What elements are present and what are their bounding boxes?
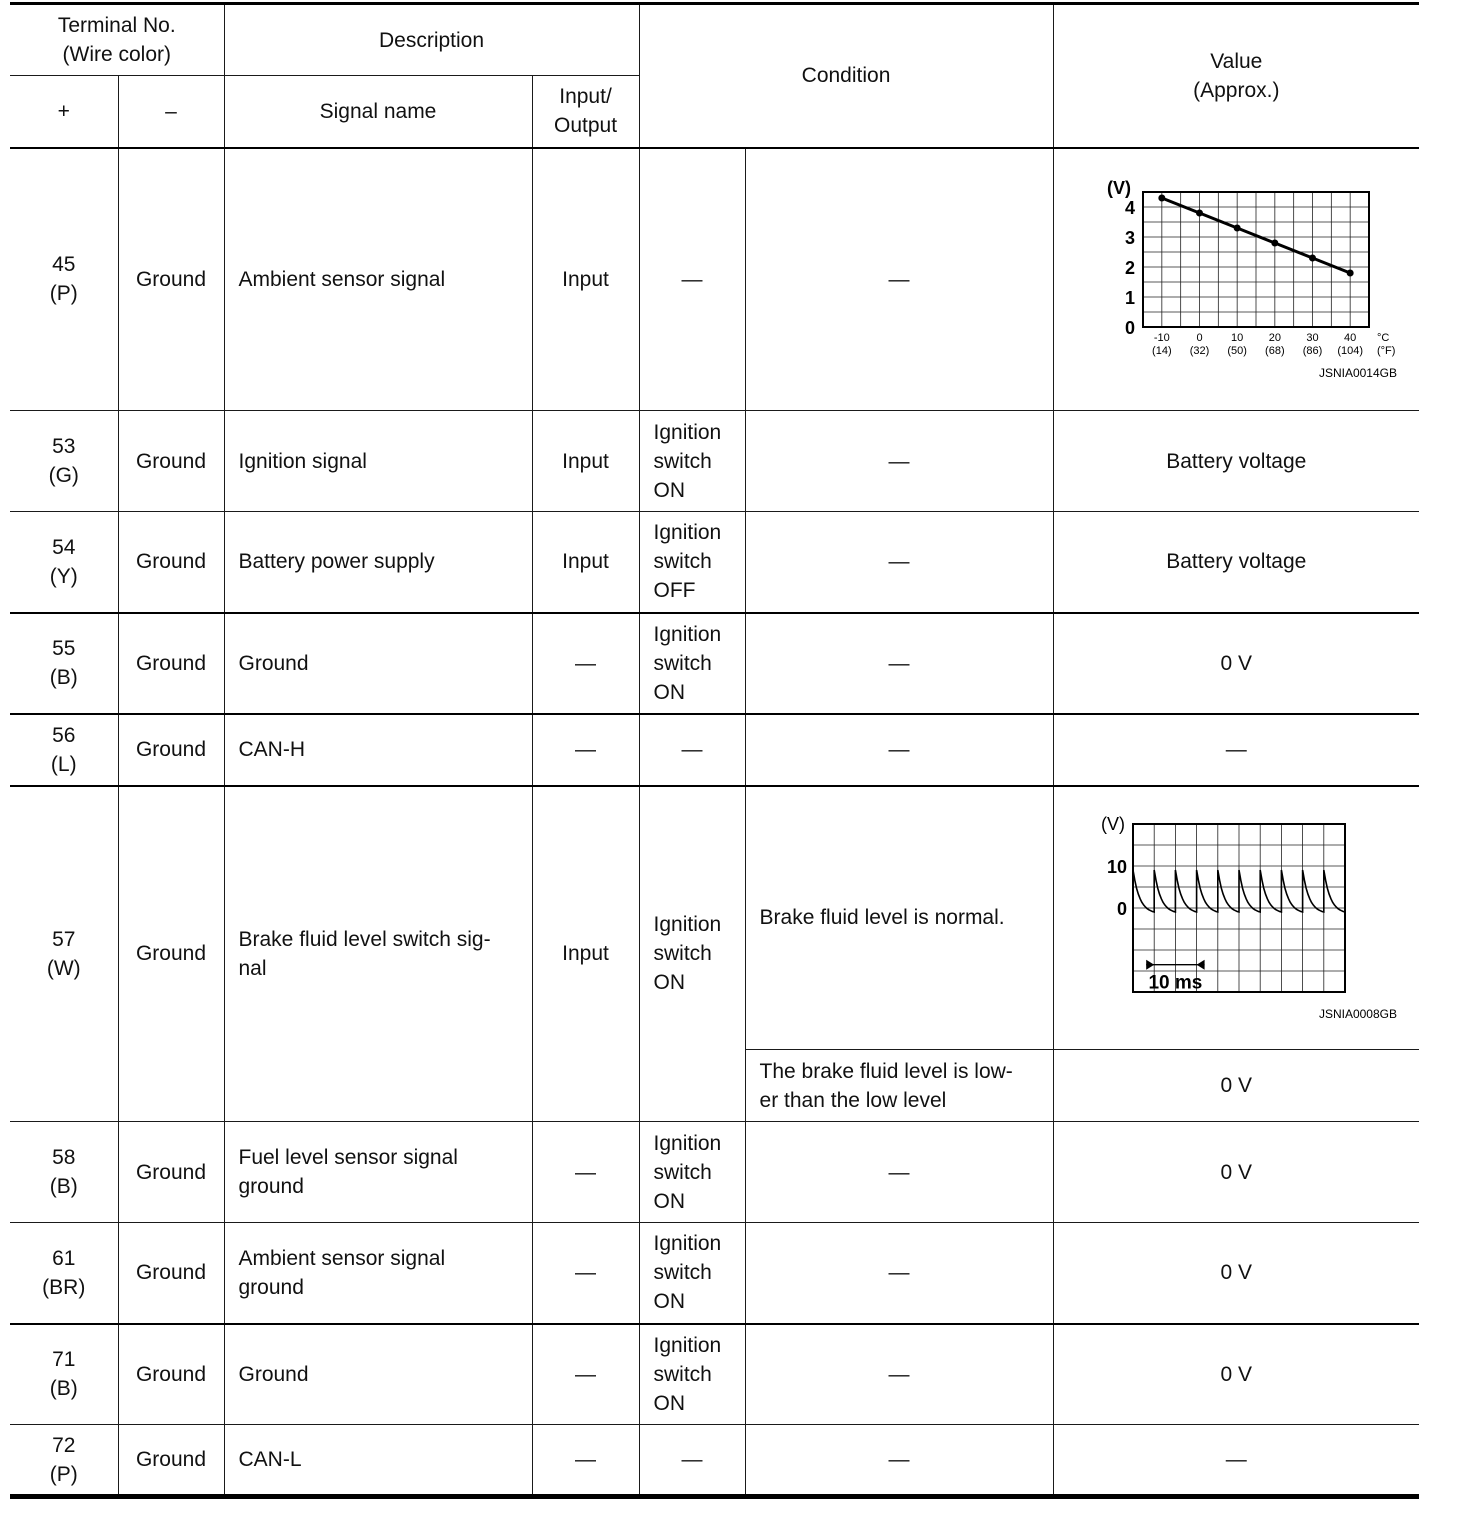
ground-terminal: Ground	[118, 1223, 224, 1324]
data-point	[1347, 269, 1354, 276]
signal-name: Ground	[224, 1324, 532, 1425]
scale-arrow-icon	[1197, 960, 1205, 970]
condition-detail: —	[745, 512, 1053, 613]
y-tick-label: 4	[1125, 197, 1136, 218]
condition-switch: Ignition switch ON	[639, 1223, 745, 1324]
table-row	[10, 1324, 1419, 1425]
header-description: Description	[224, 4, 639, 76]
y-axis-label: (V)	[1101, 814, 1126, 835]
value-cell: Battery voltage	[1053, 512, 1419, 613]
header-value: Value (Approx.)	[1053, 4, 1419, 148]
condition-detail: Brake fluid level is normal.	[745, 786, 1053, 1050]
terminal-number: 61 (BR)	[10, 1223, 118, 1324]
table-row	[10, 148, 1419, 411]
value-cell	[1053, 148, 1419, 411]
x-unit-label: °C	[1377, 331, 1390, 344]
table-row	[10, 613, 1419, 714]
data-point	[1159, 194, 1166, 201]
x-tick-label-f: (32)	[1190, 344, 1210, 357]
condition-switch: Ignition switch ON	[639, 786, 745, 1122]
value-cell: 0 V	[1053, 1050, 1419, 1122]
condition-switch: —	[639, 1425, 745, 1497]
terminal-number: 54 (Y)	[10, 512, 118, 613]
input-output: Input	[532, 786, 639, 1122]
condition-switch: Ignition switch ON	[639, 613, 745, 714]
value-cell: —	[1053, 1425, 1419, 1497]
signal-name: Ignition signal	[224, 411, 532, 512]
y-tick-label: 10	[1107, 857, 1128, 878]
terminal-number: 56 (L)	[10, 714, 118, 786]
header-plus: +	[10, 76, 118, 148]
x-tick-label: 10	[1231, 331, 1244, 344]
terminal-spec-table	[10, 2, 1419, 1499]
signal-name: Battery power supply	[224, 512, 532, 613]
ground-terminal: Ground	[118, 512, 224, 613]
ground-terminal: Ground	[118, 1122, 224, 1223]
signal-name: Ground	[224, 613, 532, 714]
data-point	[1196, 209, 1203, 216]
condition-detail: —	[745, 714, 1053, 786]
ground-terminal: Ground	[118, 411, 224, 512]
signal-name: CAN-H	[224, 714, 532, 786]
value-cell: 0 V	[1053, 613, 1419, 714]
signal-name: Ambient sensor signal ground	[224, 1223, 532, 1324]
terminal-number: 45 (P)	[10, 148, 118, 411]
table-row	[10, 1425, 1419, 1497]
table-row	[10, 512, 1419, 613]
header-condition: Condition	[639, 4, 1053, 148]
condition-switch: Ignition switch ON	[639, 411, 745, 512]
data-point	[1309, 254, 1316, 261]
figure-code: JSNIA0008GB	[1319, 1007, 1398, 1022]
input-output: —	[532, 1223, 639, 1324]
input-output: Input	[532, 411, 639, 512]
value-cell: —	[1053, 714, 1419, 786]
y-tick-label: 2	[1125, 257, 1136, 278]
value-cell: Battery voltage	[1053, 411, 1419, 512]
data-point	[1272, 239, 1279, 246]
x-tick-label-f: (86)	[1303, 344, 1323, 357]
value-cell: 0 V	[1053, 1324, 1419, 1425]
table-row	[10, 1122, 1419, 1223]
y-axis-label: (V)	[1107, 177, 1132, 198]
terminal-number: 58 (B)	[10, 1122, 118, 1223]
y-tick-label: 0	[1117, 899, 1128, 920]
ground-terminal: Ground	[118, 786, 224, 1122]
header-signal-name: Signal name	[224, 76, 532, 148]
figure-code: JSNIA0014GB	[1319, 365, 1398, 380]
table-row	[10, 714, 1419, 786]
terminal-number: 57 (W)	[10, 786, 118, 1122]
condition-detail: —	[745, 1425, 1053, 1497]
y-tick-label: 3	[1125, 227, 1136, 248]
y-tick-label: 1	[1125, 287, 1136, 308]
condition-switch: —	[639, 148, 745, 411]
input-output: —	[532, 1425, 639, 1497]
y-tick-label: 0	[1125, 317, 1136, 338]
x-tick-label: 40	[1344, 331, 1357, 344]
condition-switch: Ignition switch OFF	[639, 512, 745, 613]
table-row	[10, 1223, 1419, 1324]
signal-name: Fuel level sensor signal ground	[224, 1122, 532, 1223]
condition-detail: The brake fluid level is low- er than the low level	[745, 1050, 1053, 1122]
input-output: Input	[532, 148, 639, 411]
x-tick-label: 0	[1196, 331, 1203, 344]
terminal-number: 55 (B)	[10, 613, 118, 714]
condition-switch: —	[639, 714, 745, 786]
scale-arrow-icon	[1146, 960, 1154, 970]
value-cell	[1053, 786, 1419, 1050]
brake-fluid-waveform-chart	[1071, 810, 1401, 1025]
input-output: Input	[532, 512, 639, 613]
ambient-sensor-voltage-chart	[1071, 172, 1401, 387]
header-minus: –	[118, 76, 224, 148]
input-output: —	[532, 714, 639, 786]
x-tick-label-f: (50)	[1227, 344, 1248, 357]
ground-terminal: Ground	[118, 1425, 224, 1497]
input-output: —	[532, 1324, 639, 1425]
x-tick-label: 30	[1306, 331, 1319, 344]
condition-detail: —	[745, 1324, 1053, 1425]
signal-name: Ambient sensor signal	[224, 148, 532, 411]
condition-switch: Ignition switch ON	[639, 1122, 745, 1223]
terminal-number: 72 (P)	[10, 1425, 118, 1497]
condition-detail: —	[745, 613, 1053, 714]
condition-detail: —	[745, 1122, 1053, 1223]
terminal-number: 53 (G)	[10, 411, 118, 512]
header-input-output: Input/ Output	[532, 76, 639, 148]
x-tick-label-f: (68)	[1265, 344, 1285, 357]
ground-terminal: Ground	[118, 1324, 224, 1425]
x-tick-label-f: (14)	[1152, 344, 1172, 357]
input-output: —	[532, 1122, 639, 1223]
terminal-number: 71 (B)	[10, 1324, 118, 1425]
condition-detail: —	[745, 411, 1053, 512]
condition-detail: —	[745, 1223, 1053, 1324]
ground-terminal: Ground	[118, 148, 224, 411]
signal-name: CAN-L	[224, 1425, 532, 1497]
x-unit-label-f: (°F)	[1377, 344, 1396, 357]
data-point	[1234, 224, 1241, 231]
value-cell: 0 V	[1053, 1122, 1419, 1223]
signal-name: Brake fluid level switch sig- nal	[224, 786, 532, 1122]
table-row	[10, 411, 1419, 512]
scale-bar-label: 10 ms	[1148, 972, 1203, 994]
condition-switch: Ignition switch ON	[639, 1324, 745, 1425]
table-row	[10, 786, 1419, 1050]
input-output: —	[532, 613, 639, 714]
x-tick-label: 20	[1268, 331, 1282, 344]
value-cell: 0 V	[1053, 1223, 1419, 1324]
ground-terminal: Ground	[118, 714, 224, 786]
x-tick-label: -10	[1154, 331, 1171, 344]
header-terminal-no: Terminal No. (Wire color)	[10, 4, 224, 76]
waveform-line	[1133, 870, 1345, 912]
x-tick-label-f: (104)	[1337, 344, 1364, 357]
condition-detail: —	[745, 148, 1053, 411]
ground-terminal: Ground	[118, 613, 224, 714]
